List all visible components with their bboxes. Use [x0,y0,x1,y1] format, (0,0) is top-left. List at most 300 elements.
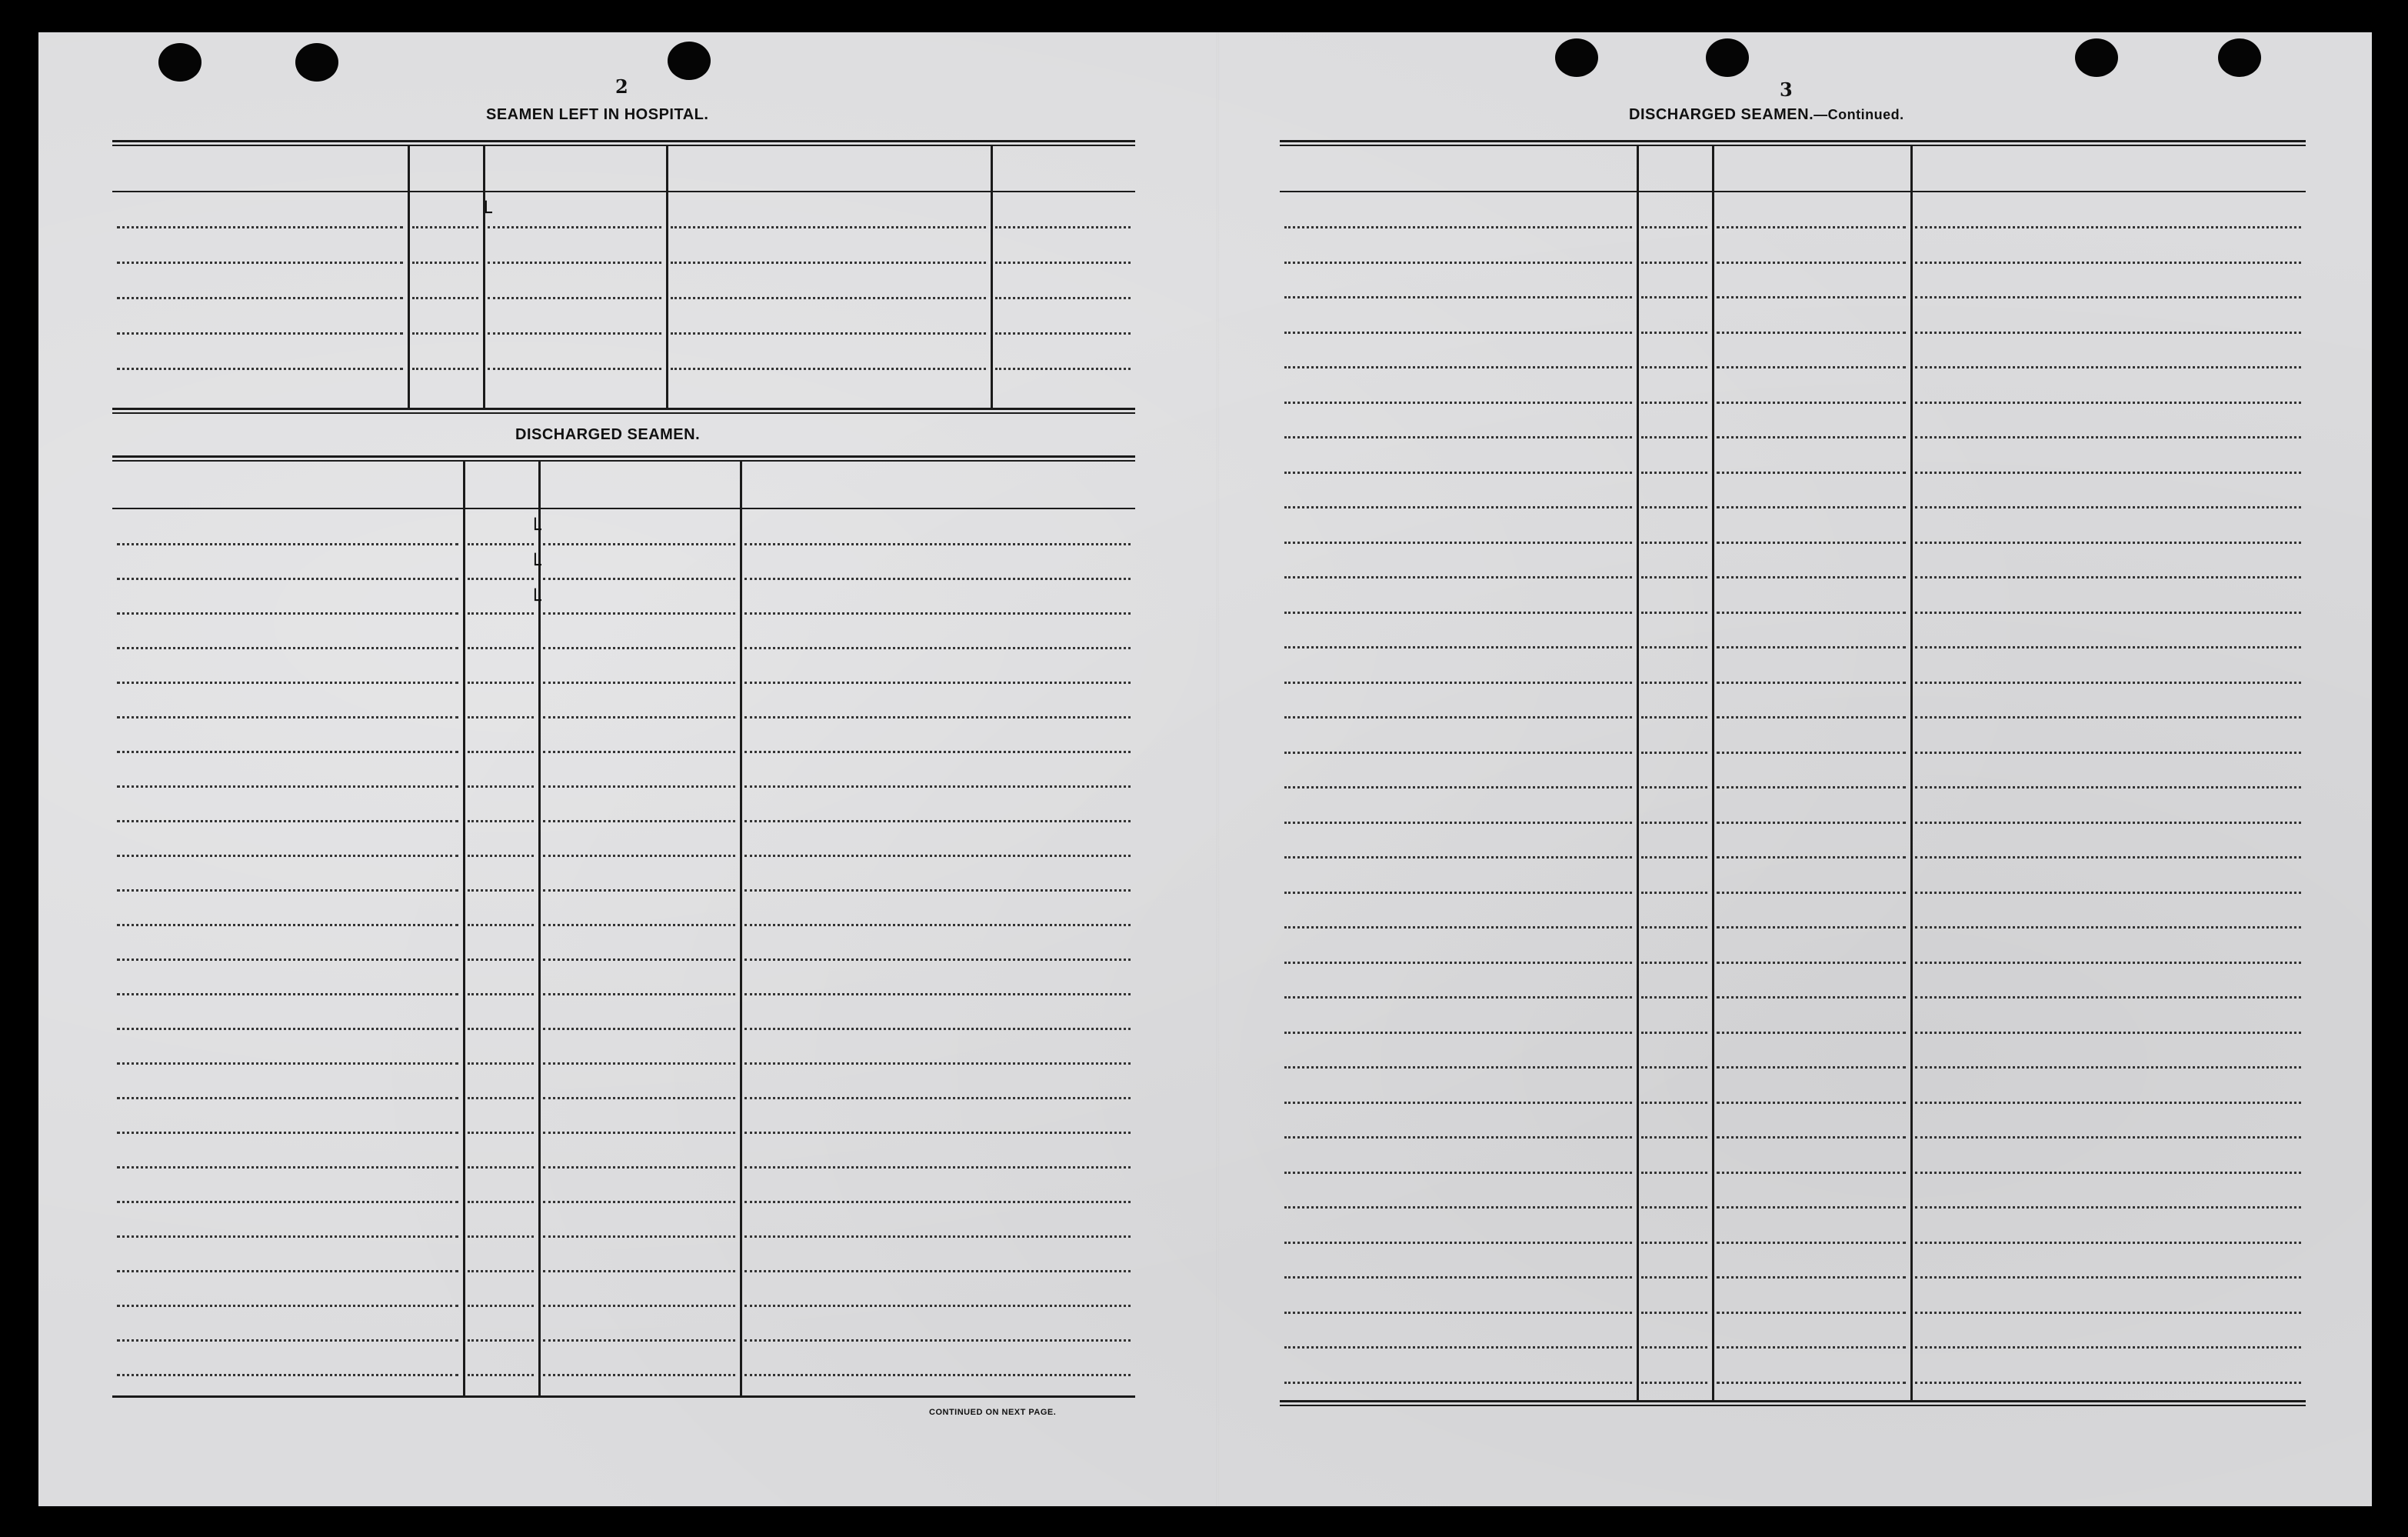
column-divider [740,462,742,1395]
writing-line [1641,892,1707,894]
writing-line [543,1132,735,1134]
writing-line [1641,436,1707,438]
writing-line [1717,646,1906,648]
writing-line [744,889,1131,892]
writing-line [1641,1346,1707,1349]
writing-line [744,1374,1131,1376]
writing-line [1284,892,1632,894]
writing-line [1717,1066,1906,1069]
writing-line [1717,1032,1906,1034]
writing-line [1641,506,1707,508]
writing-line [1717,1102,1906,1104]
writing-line [543,612,735,615]
writing-line [744,1305,1131,1307]
writing-line [1915,752,2301,754]
writing-line [1717,716,1906,718]
writing-line [744,1235,1131,1238]
writing-line [543,1270,735,1272]
writing-line [1915,962,2301,964]
punch-hole [668,42,711,80]
writing-line [117,1097,458,1099]
writing-line [468,716,534,718]
writing-line [1915,822,2301,824]
table-top-rule [1280,145,2306,146]
writing-line [1284,366,1632,368]
writing-line [1641,1312,1707,1314]
writing-line [1717,962,1906,964]
writing-line [468,785,534,788]
writing-line [1717,436,1906,438]
column-divider [1910,146,1913,1400]
writing-line [1915,1382,2301,1384]
writing-line [1641,332,1707,334]
writing-line [744,543,1131,545]
writing-line [1284,1172,1632,1174]
writing-line [412,332,478,335]
writing-line [468,959,534,961]
writing-line [1915,926,2301,929]
writing-line [744,1097,1131,1099]
writing-line [1284,996,1632,999]
writing-line [1717,366,1906,368]
writing-line [1284,542,1632,544]
table-bottom-rule [112,1395,1135,1398]
writing-line [1915,332,2301,334]
writing-line [995,332,1131,335]
writing-line [671,332,986,335]
writing-line [1717,1312,1906,1314]
writing-line [1915,996,2301,999]
hospital-section-title: SEAMEN LEFT IN HOSPITAL. [486,106,709,123]
writing-line [1284,1136,1632,1139]
writing-line [1284,576,1632,578]
writing-line [671,262,986,264]
writing-line [468,1201,534,1203]
writing-line [117,332,403,335]
writing-line [543,924,735,926]
row-bracket-mark: └ [480,202,492,225]
writing-line [543,751,735,753]
writing-line [1641,1066,1707,1069]
discharged-continued-title-text: DISCHARGED SEAMEN. [1629,106,1814,123]
writing-line [468,1339,534,1342]
writing-line [1915,856,2301,859]
writing-line [468,855,534,857]
writing-line [1284,822,1632,824]
writing-line [117,682,458,684]
writing-line [1717,612,1906,614]
row-bracket-mark: └ [529,589,541,612]
punch-hole [2218,38,2261,77]
writing-line [117,820,458,822]
writing-line [117,889,458,892]
writing-line [744,1166,1131,1169]
writing-line [1717,332,1906,334]
writing-line [543,1028,735,1030]
writing-line [543,1166,735,1169]
writing-line [543,855,735,857]
writing-line [1717,1276,1906,1279]
writing-line [1284,1032,1632,1034]
writing-line [995,262,1131,264]
writing-line [1915,1032,2301,1034]
punch-hole [1706,38,1749,77]
writing-line [671,368,986,370]
writing-line [1717,402,1906,404]
writing-line [1915,576,2301,578]
writing-line [1284,1206,1632,1209]
writing-line [1284,682,1632,684]
writing-line [543,716,735,718]
writing-line [468,1235,534,1238]
writing-line [1915,542,2301,544]
writing-line [468,1305,534,1307]
writing-line [468,924,534,926]
writing-line [117,751,458,753]
writing-line [1641,996,1707,999]
writing-line [744,924,1131,926]
ledger-sheet [38,32,2372,1506]
writing-line [1717,786,1906,789]
writing-line [543,647,735,649]
writing-line [1641,576,1707,578]
writing-line [1641,262,1707,264]
punch-hole [2075,38,2118,77]
writing-line [117,1166,458,1169]
writing-line [1641,1172,1707,1174]
writing-line [1284,856,1632,859]
writing-line [117,855,458,857]
writing-line [488,368,661,370]
writing-line [1717,296,1906,298]
writing-line [117,647,458,649]
writing-line [1915,262,2301,264]
writing-line [1717,856,1906,859]
writing-line [1641,402,1707,404]
writing-line [1284,1102,1632,1104]
writing-line [117,1270,458,1272]
writing-line [1284,716,1632,718]
table-bottom-rule [1280,1405,2306,1406]
writing-line [1915,682,2301,684]
writing-line [543,1097,735,1099]
writing-line [744,855,1131,857]
table-top-rule [112,460,1135,462]
writing-line [117,1374,458,1376]
writing-line [1641,1382,1707,1384]
writing-line [1915,1172,2301,1174]
writing-line [117,1305,458,1307]
writing-line [1915,402,2301,404]
writing-line [744,682,1131,684]
writing-line [744,993,1131,995]
writing-line [117,612,458,615]
column-divider [1637,146,1639,1400]
writing-line [744,578,1131,580]
writing-line [117,1201,458,1203]
writing-line [1284,646,1632,648]
page-fold [1217,32,1219,1506]
writing-line [744,1201,1131,1203]
writing-line [1915,646,2301,648]
column-divider [991,146,993,408]
writing-line [468,682,534,684]
writing-line [995,368,1131,370]
table-header-rule [112,191,1135,192]
writing-line [543,959,735,961]
writing-line [1284,296,1632,298]
writing-line [117,993,458,995]
writing-line [1641,472,1707,474]
table-bottom-rule [112,408,1135,410]
writing-line [1284,1312,1632,1314]
table-header-rule [1280,191,2306,192]
row-bracket-mark: └ [529,554,541,577]
writing-line [468,612,534,615]
writing-line [995,226,1131,228]
table-bottom-rule [1280,1400,2306,1402]
row-bracket-mark: └ [529,518,541,542]
writing-line [117,297,403,299]
writing-line [543,785,735,788]
writing-line [468,1374,534,1376]
writing-line [117,924,458,926]
writing-line [1641,646,1707,648]
writing-line [1641,856,1707,859]
writing-line [1717,1172,1906,1174]
continued-note: CONTINUED ON NEXT PAGE. [929,1408,1057,1417]
column-divider [408,146,410,408]
writing-line [1915,436,2301,438]
writing-line [412,368,478,370]
column-divider [483,146,485,408]
writing-line [671,297,986,299]
writing-line [117,785,458,788]
writing-line [1717,822,1906,824]
writing-line [1915,612,2301,614]
writing-line [117,1132,458,1134]
writing-line [1284,1382,1632,1384]
table-bottom-rule [112,412,1135,414]
writing-line [468,1097,534,1099]
writing-line [1284,962,1632,964]
writing-line [1641,612,1707,614]
writing-line [1717,576,1906,578]
writing-line [1915,1346,2301,1349]
writing-line [412,226,478,228]
writing-line [1284,472,1632,474]
writing-line [1717,542,1906,544]
writing-line [1915,1102,2301,1104]
writing-line [744,820,1131,822]
writing-line [117,578,458,580]
writing-line [1284,926,1632,929]
writing-line [1284,402,1632,404]
writing-line [1284,1242,1632,1244]
writing-line [117,716,458,718]
writing-line [543,1062,735,1065]
writing-line [1717,472,1906,474]
writing-line [744,647,1131,649]
writing-line [1717,506,1906,508]
writing-line [1717,262,1906,264]
writing-line [1641,716,1707,718]
writing-line [1717,226,1906,228]
punch-hole [1555,38,1598,77]
writing-line [671,226,986,228]
writing-line [995,297,1131,299]
page-number-right: 3 [1780,78,1793,101]
writing-line [488,226,661,228]
writing-line [1284,262,1632,264]
writing-line [1641,1242,1707,1244]
writing-line [1284,1276,1632,1279]
writing-line [117,262,403,264]
writing-line [1284,1346,1632,1349]
writing-line [117,226,403,228]
writing-line [468,578,534,580]
writing-line [1915,892,2301,894]
writing-line [1641,752,1707,754]
writing-line [1284,436,1632,438]
writing-line [117,543,458,545]
writing-line [468,820,534,822]
writing-line [744,1028,1131,1030]
writing-line [1641,1032,1707,1034]
writing-line [1641,926,1707,929]
writing-line [412,297,478,299]
writing-line [468,1166,534,1169]
writing-line [1915,296,2301,298]
writing-line [744,959,1131,961]
table-top-rule [112,140,1135,142]
writing-line [1915,716,2301,718]
writing-line [1641,962,1707,964]
writing-line [1641,296,1707,298]
writing-line [1641,1102,1707,1104]
writing-line [543,578,735,580]
writing-line [488,332,661,335]
writing-line [1915,472,2301,474]
writing-line [1717,682,1906,684]
continued-suffix: —Continued. [1813,107,1904,122]
writing-line [488,262,661,264]
writing-line [1915,226,2301,228]
writing-line [543,1305,735,1307]
writing-line [1915,1066,2301,1069]
punch-hole [158,43,201,82]
writing-line [1641,1276,1707,1279]
writing-line [412,262,478,264]
writing-line [543,993,735,995]
writing-line [543,820,735,822]
writing-line [468,1132,534,1134]
punch-hole [295,43,338,82]
writing-line [1717,1346,1906,1349]
writing-line [744,1132,1131,1134]
column-divider [666,146,668,408]
writing-line [1641,542,1707,544]
writing-line [744,612,1131,615]
writing-line [543,1235,735,1238]
writing-line [543,889,735,892]
writing-line [1915,506,2301,508]
table-top-rule [1280,140,2306,142]
table-top-rule [112,455,1135,458]
writing-line [1717,1382,1906,1384]
writing-line [117,368,403,370]
column-divider [1712,146,1714,1400]
writing-line [468,889,534,892]
writing-line [543,543,735,545]
writing-line [488,297,661,299]
discharged-section-title: DISCHARGED SEAMEN. [515,426,701,443]
table-top-rule [112,145,1135,146]
writing-line [1641,786,1707,789]
writing-line [117,959,458,961]
writing-line [1717,752,1906,754]
writing-line [1915,366,2301,368]
writing-line [468,993,534,995]
table-header-rule [112,508,1135,509]
writing-line [1717,1136,1906,1139]
writing-line [543,1374,735,1376]
writing-line [468,647,534,649]
writing-line [744,1339,1131,1342]
writing-line [744,716,1131,718]
writing-line [543,682,735,684]
writing-line [1915,1206,2301,1209]
writing-line [744,785,1131,788]
writing-line [1717,926,1906,929]
writing-line [1641,1136,1707,1139]
writing-line [744,1270,1131,1272]
page-number-left: 2 [615,75,628,98]
writing-line [744,751,1131,753]
writing-line [117,1028,458,1030]
discharged-continued-title [1629,106,1904,124]
writing-line [468,1028,534,1030]
writing-line [1915,1136,2301,1139]
writing-line [1717,892,1906,894]
writing-line [1284,752,1632,754]
writing-line [117,1235,458,1238]
writing-line [1641,682,1707,684]
writing-line [1915,1312,2301,1314]
writing-line [1717,1206,1906,1209]
writing-line [1915,786,2301,789]
writing-line [1284,1066,1632,1069]
writing-line [468,1062,534,1065]
writing-line [744,1062,1131,1065]
writing-line [1641,366,1707,368]
writing-line [1717,996,1906,999]
writing-line [1641,1206,1707,1209]
column-divider [463,462,465,1395]
writing-line [117,1062,458,1065]
writing-line [117,1339,458,1342]
writing-line [468,1270,534,1272]
writing-line [468,543,534,545]
writing-line [543,1339,735,1342]
writing-line [1284,612,1632,614]
writing-line [1284,506,1632,508]
writing-line [1641,226,1707,228]
writing-line [1284,332,1632,334]
writing-line [1915,1276,2301,1279]
writing-line [1915,1242,2301,1244]
writing-line [1717,1242,1906,1244]
